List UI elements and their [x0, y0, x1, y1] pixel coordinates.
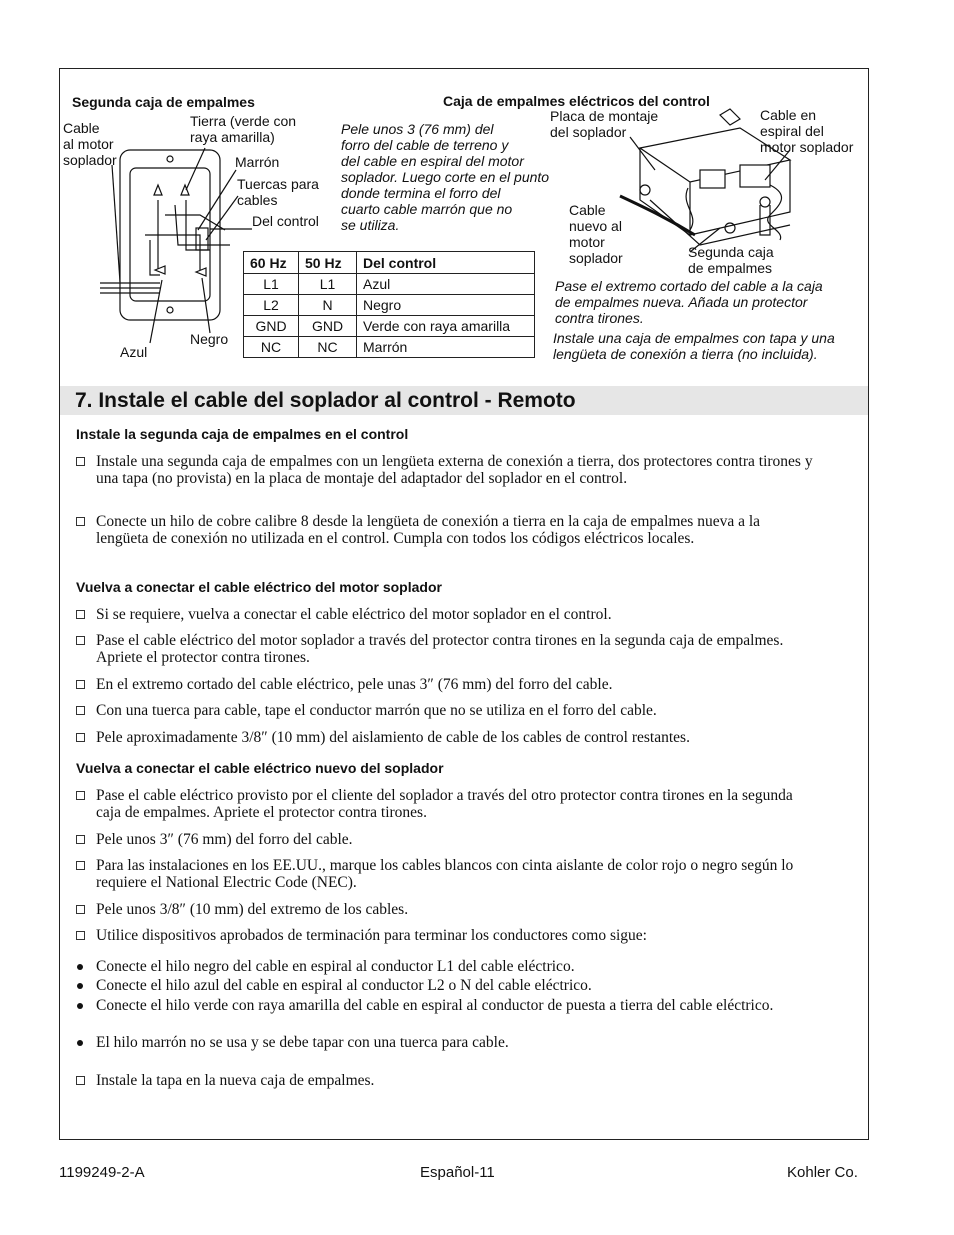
table-row — [244, 274, 535, 295]
checkbox-icon — [76, 610, 85, 619]
list-item: Pase el cable eléctrico provisto por el cliente del soplador a través del otro protector contra tirones en la segunda caja de empalmes. Apriete el protector contra tirones. — [76, 787, 816, 821]
list-item: Conecte un hilo de cobre calibre 8 desde la lengüeta de conexión a tierra en la caja de empalmes nueva a la lengüeta de conexión no utilizada en el control. Cumpla con todos los códigos eléctricos locales. — [76, 513, 816, 547]
label-negro: Negro — [190, 331, 229, 347]
table-cell: NC — [299, 337, 357, 358]
list-item: Pele unos 3/8″ (10 mm) del extremo de los cables. — [76, 901, 816, 918]
label-cable-motor: Cable al motor soplador — [63, 120, 117, 168]
table-cell: N — [299, 295, 357, 316]
right-figure-title: Caja de empalmes eléctricos del control — [443, 93, 710, 109]
list-item: Para las instalaciones en los EE.UU., marque los cables blancos con cinta aislante de color rojo o negro según lo requiere el National Electric Code (NEC). — [76, 857, 816, 891]
table-cell: L2 — [244, 295, 299, 316]
checkbox-icon — [76, 1076, 85, 1085]
table-header: 50 Hz — [299, 252, 357, 274]
label-marron: Marrón — [235, 154, 280, 170]
bullet-icon — [77, 1003, 83, 1009]
bullet-item: Conecte el hilo azul del cable en espiral al conductor L2 o N del cable eléctrico. — [76, 977, 816, 994]
list-item: Si se requiere, vuelva a conectar el cable eléctrico del motor soplador en el control. — [76, 606, 816, 623]
checkbox-icon — [76, 706, 85, 715]
footer-page-label: Español-11 — [420, 1164, 495, 1181]
label-del-control: Del control — [252, 213, 319, 229]
subsection-title: Instale la segunda caja de empalmes en el control — [76, 426, 409, 442]
note-route: Pase el extremo cortado del cable a la caja de empalmes nueva. Añada un protector contra tirones. — [555, 278, 823, 326]
bullet-item: Conecte el hilo negro del cable en espiral al conductor L1 del cable eléctrico. — [76, 958, 816, 975]
label-tierra: Tierra (verde con raya amarilla) — [190, 113, 297, 145]
list-item: Con una tuerca para cable, tape el conductor marrón que no se utiliza en el forro del cable. — [76, 702, 816, 719]
wiring-table — [243, 251, 535, 358]
footer-doc-number: 1199249-2-A — [59, 1164, 145, 1181]
note-strip: Pele unos 3 (76 mm) del forro del cable de terreno y del cable en espiral del motor soplador. Luego corte en el punto donde termina el forro del cuarto cable marrón que no se utiliza. — [341, 121, 550, 233]
label-segunda-caja: Segunda caja de empalmes — [688, 244, 774, 276]
list-item: Pele aproximadamente 3/8″ (10 mm) del aislamiento de cable de los cables de control restantes. — [76, 729, 816, 746]
list-item: Utilice dispositivos aprobados de terminación para terminar los conductores como sigue: — [76, 927, 816, 944]
table-cell: L1 — [299, 274, 357, 295]
table-cell: Marrón — [357, 337, 535, 358]
table-cell: GND — [244, 316, 299, 337]
label-tuercas: Tuercas para cables — [237, 176, 319, 208]
section-heading: 7. Instale el cable del soplador al control - Remoto — [60, 386, 868, 415]
list-item: En el extremo cortado del cable eléctrico, pele unas 3″ (76 mm) del forro del cable. — [76, 676, 816, 693]
label-cable-espiral: Cable en espiral del motor soplador — [760, 107, 854, 155]
checkbox-icon — [76, 457, 85, 466]
list-item: Pele unos 3″ (76 mm) del forro del cable. — [76, 831, 816, 848]
table-cell: Verde con raya amarilla — [357, 316, 535, 337]
label-cable-nuevo: Cable nuevo al motor soplador — [569, 202, 623, 266]
table-row — [244, 316, 535, 337]
table-row — [244, 295, 535, 316]
checkbox-icon — [76, 680, 85, 689]
table-cell: L1 — [244, 274, 299, 295]
checkbox-icon — [76, 517, 85, 526]
bullet-icon — [77, 1040, 83, 1046]
bullet-item: El hilo marrón no se usa y se debe tapar con una tuerca para cable. — [76, 1034, 816, 1051]
note-install: Instale una caja de empalmes con tapa y una lengüeta de conexión a tierra (no incluida). — [553, 330, 835, 362]
checkbox-icon — [76, 835, 85, 844]
checkbox-icon — [76, 931, 85, 940]
label-placa: Placa de montaje del soplador — [550, 108, 659, 140]
table-cell: Negro — [357, 295, 535, 316]
table-cell: GND — [299, 316, 357, 337]
table-cell: NC — [244, 337, 299, 358]
list-item: Instale la tapa en la nueva caja de empalmes. — [76, 1072, 816, 1089]
junction-box-drawing — [100, 148, 252, 343]
checkbox-icon — [76, 636, 85, 645]
left-figure-title: Segunda caja de empalmes — [72, 94, 255, 110]
bullet-item: Conecte el hilo verde con raya amarilla del cable en espiral al conductor de puesta a tierra del cable eléctrico. — [76, 997, 816, 1014]
list-item: Instale una segunda caja de empalmes con un lengüeta externa de conexión a tierra, dos protectores contra tirones y una tapa (no provista) en la placa de montaje del adaptador del soplador en el control. — [76, 453, 816, 487]
checkbox-icon — [76, 861, 85, 870]
table-header: 60 Hz — [244, 252, 299, 274]
checkbox-icon — [76, 733, 85, 742]
label-azul: Azul — [120, 344, 148, 360]
subsection-title: Vuelva a conectar el cable eléctrico del motor soplador — [76, 579, 442, 595]
checkbox-icon — [76, 791, 85, 800]
bullet-icon — [77, 983, 83, 989]
table-header: Del control — [357, 252, 535, 274]
table-cell: Azul — [357, 274, 535, 295]
bullet-icon — [77, 964, 83, 970]
list-item: Pase el cable eléctrico del motor soplador a través del protector contra tirones en la segunda caja de empalmes. Apriete el protector contra tirones. — [76, 632, 816, 666]
table-row — [244, 337, 535, 358]
footer-company: Kohler Co. — [787, 1164, 858, 1181]
checkbox-icon — [76, 905, 85, 914]
subsection-title: Vuelva a conectar el cable eléctrico nuevo del soplador — [76, 760, 444, 776]
